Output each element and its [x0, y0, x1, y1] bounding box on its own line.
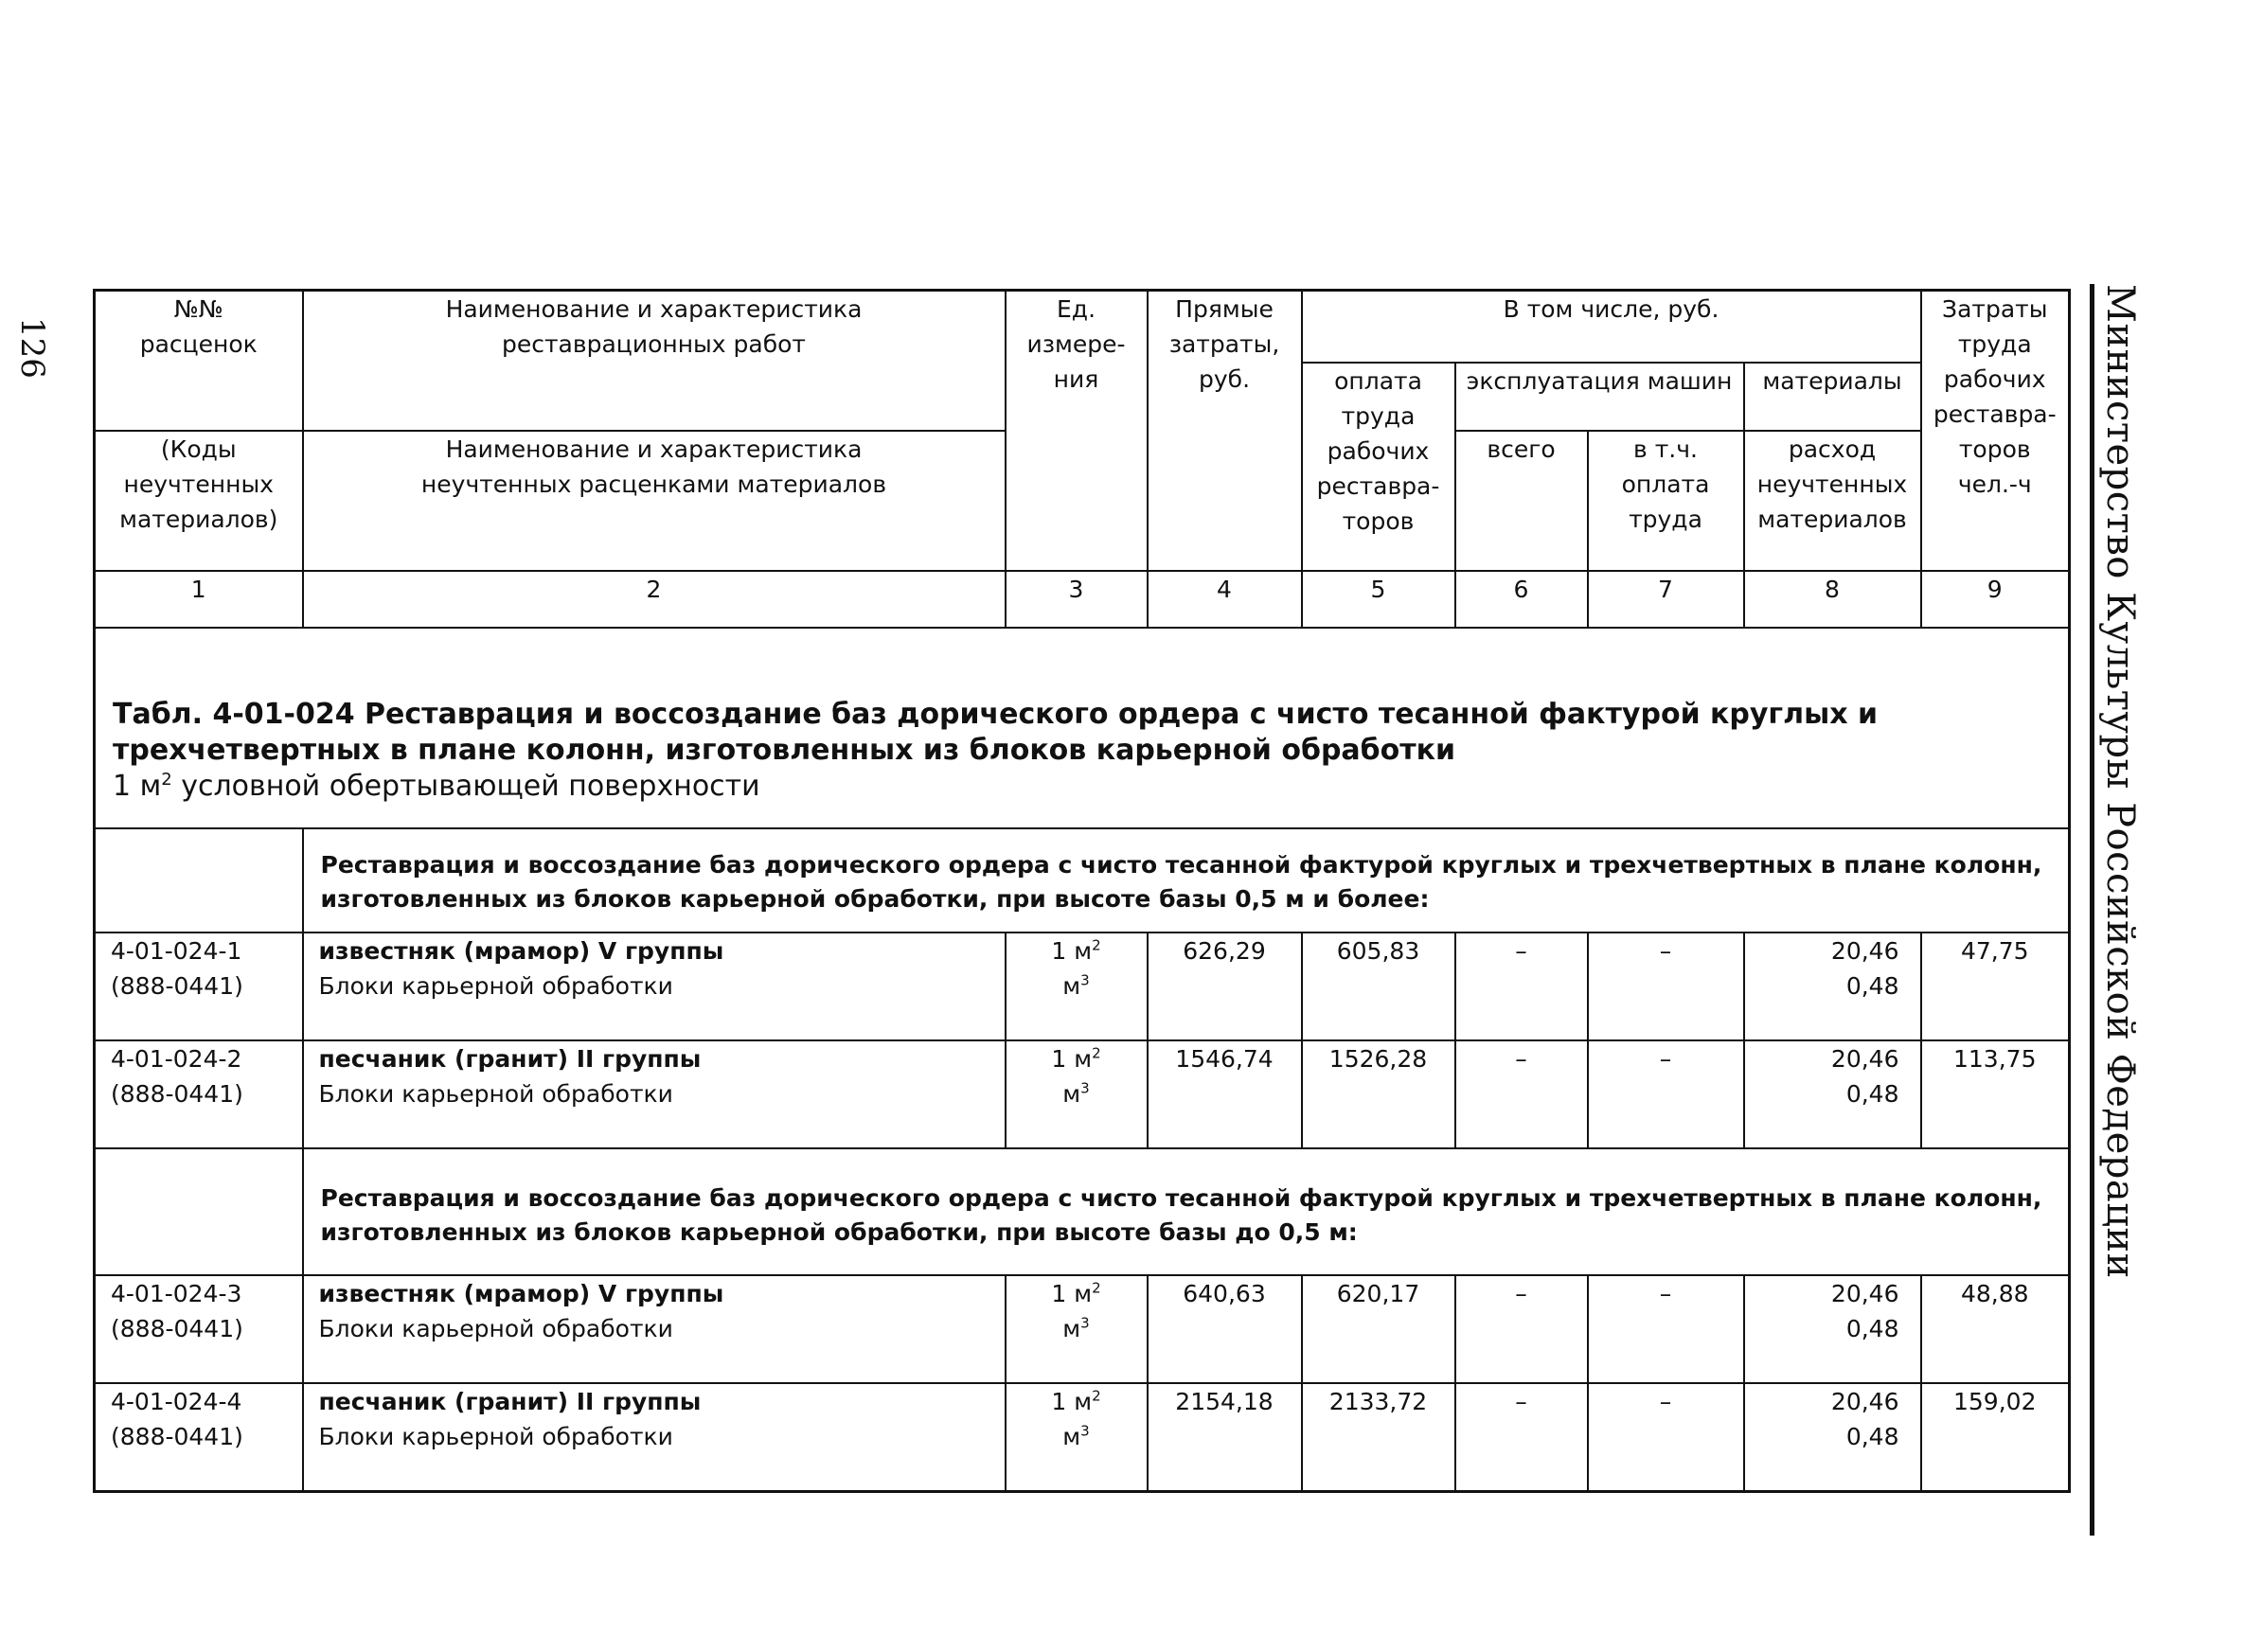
work-name: известняк (мрамор) V группы	[318, 1279, 724, 1307]
material-name: Блоки карьерной обработки	[318, 1079, 673, 1108]
materials-cell	[1744, 1040, 1921, 1148]
materials-cell	[1744, 1275, 1921, 1383]
header-col9: Затраты труда рабочих реставра-торов чел.-ч	[1921, 291, 2070, 571]
material-name: Блоки карьерной обработки	[318, 1314, 673, 1342]
machine-total: –	[1455, 1040, 1588, 1148]
labor-hours: 48,88	[1921, 1275, 2070, 1383]
rate-code-cell	[95, 1383, 303, 1492]
header-group: В том числе, руб.	[1302, 291, 1921, 363]
direct-cost: 626,29	[1148, 933, 1302, 1040]
material-name: Блоки карьерной обработки	[318, 971, 673, 1000]
labor-cost: 605,83	[1302, 933, 1455, 1040]
header-col8: расход неучтенных материалов	[1744, 431, 1921, 571]
machine-labor: –	[1588, 1040, 1744, 1148]
material-code: (888-0441)	[111, 1422, 243, 1450]
labor-hours: 47,75	[1921, 933, 2070, 1040]
header-col1-bottom: (Коды неучтенных материалов)	[95, 431, 303, 571]
header-col2-bottom: Наименование и характеристика неучтенных расценками материалов	[303, 431, 1006, 571]
header-col4: Прямые затраты, руб.	[1148, 291, 1302, 571]
labor-cost: 620,17	[1302, 1275, 1455, 1383]
section-heading-row	[95, 1148, 2070, 1275]
material-qty: 0,48	[1845, 1079, 1899, 1108]
material-name: Блоки карьерной обработки	[318, 1422, 673, 1450]
material-qty: 0,48	[1845, 1314, 1899, 1342]
column-number: 2	[303, 571, 1006, 628]
side-rule	[2090, 284, 2094, 1536]
direct-cost: 640,63	[1148, 1275, 1302, 1383]
material-qty: 0,48	[1845, 971, 1899, 1000]
table-row	[95, 1383, 2070, 1492]
material-code: (888-0441)	[111, 971, 243, 1000]
table-row	[95, 1040, 2070, 1148]
rate-code: 4-01-024-1	[111, 936, 242, 965]
column-number: 6	[1455, 571, 1588, 628]
materials-cell	[1744, 933, 1921, 1040]
header-machines: эксплуатация машин	[1455, 363, 1744, 431]
materials-cost: 20,46	[1830, 1279, 1899, 1307]
materials-cost: 20,46	[1830, 936, 1899, 965]
work-name-cell	[303, 933, 1006, 1040]
material-qty: 0,48	[1845, 1422, 1899, 1450]
header-col1-top: №№ расценок	[95, 291, 303, 431]
labor-hours: 113,75	[1921, 1040, 2070, 1148]
table-row	[95, 1275, 2070, 1383]
work-name-cell	[303, 1275, 1006, 1383]
rate-code: 4-01-024-4	[111, 1387, 242, 1415]
price-table	[93, 289, 2071, 1493]
table-row	[95, 933, 2070, 1040]
machine-total: –	[1455, 1383, 1588, 1492]
unit-cell: 1 $м^2$ $м^3$	[1006, 1275, 1148, 1383]
labor-cost: 2133,72	[1302, 1383, 1455, 1492]
column-number: 4	[1148, 571, 1302, 628]
column-number: 1	[95, 571, 303, 628]
header-col5: оплата труда рабочих реставра-торов	[1302, 363, 1455, 571]
caption-unit: 1 $м^2$ условной обертывающей поверхности	[113, 769, 760, 803]
machine-total: –	[1455, 933, 1588, 1040]
section-heading: Реставрация и воссоздание баз дорического ордера с чисто тесанной фактурой круглых и трехчетвертных в плане колонн, изготовленных из блоков карьерной обработки, при высоте базы 0,5 м и более:	[303, 828, 2070, 933]
unit-cell: 1 $м^2$ $м^3$	[1006, 1040, 1148, 1148]
direct-cost: 1546,74	[1148, 1040, 1302, 1148]
caption-row	[95, 628, 2070, 828]
labor-cost: 1526,28	[1302, 1040, 1455, 1148]
work-name: песчаник (гранит) II группы	[318, 1044, 702, 1073]
column-number: 7	[1588, 571, 1744, 628]
table-body	[95, 628, 2070, 1492]
unit-cell: 1 $м^2$ $м^3$	[1006, 1383, 1148, 1492]
table-header	[95, 291, 2070, 628]
header-materials: материалы	[1744, 363, 1921, 431]
page-number: 126	[13, 317, 51, 379]
column-numbers-row	[95, 571, 2070, 628]
machine-labor: –	[1588, 1383, 1744, 1492]
header-col3: Ед. измере-ния	[1006, 291, 1148, 571]
materials-cell	[1744, 1383, 1921, 1492]
header-col2-top: Наименование и характеристика реставрационных работ	[303, 291, 1006, 431]
labor-hours: 159,02	[1921, 1383, 2070, 1492]
machine-total: –	[1455, 1275, 1588, 1383]
section-heading: Реставрация и воссоздание баз дорического ордера с чисто тесанной фактурой круглых и трехчетвертных в плане колонн, изготовленных из блоков карьерной обработки, при высоте базы до 0,5 м:	[303, 1148, 2070, 1275]
materials-cost: 20,46	[1830, 1044, 1899, 1073]
rate-code: 4-01-024-2	[111, 1044, 242, 1073]
work-name-cell	[303, 1383, 1006, 1492]
caption-title: Табл. 4-01-024 Реставрация и воссоздание баз дорического ордера с чисто тесанной фактурой круглых и трехчетвертных в плане колонн, изготовленных из блоков карьерной обработки	[113, 697, 1879, 767]
work-name: песчаник (гранит) II группы	[318, 1387, 702, 1415]
machine-labor: –	[1588, 933, 1744, 1040]
side-title: Министерство Культуры Российской Федерации	[2098, 284, 2142, 1279]
rate-code: 4-01-024-3	[111, 1279, 242, 1307]
machine-labor: –	[1588, 1275, 1744, 1383]
header-col6: всего	[1455, 431, 1588, 571]
materials-cost: 20,46	[1830, 1387, 1899, 1415]
section-heading-row	[95, 828, 2070, 933]
table-caption	[95, 628, 2070, 828]
column-number: 9	[1921, 571, 2070, 628]
header-col7: в т.ч. оплата труда	[1588, 431, 1744, 571]
direct-cost: 2154,18	[1148, 1383, 1302, 1492]
material-code: (888-0441)	[111, 1314, 243, 1342]
rate-code-cell	[95, 933, 303, 1040]
unit-cell: 1 $м^2$ $м^3$	[1006, 933, 1148, 1040]
material-code: (888-0441)	[111, 1079, 243, 1108]
work-name: известняк (мрамор) V группы	[318, 936, 724, 965]
rate-code-cell	[95, 1275, 303, 1383]
column-number: 8	[1744, 571, 1921, 628]
work-name-cell	[303, 1040, 1006, 1148]
column-number: 5	[1302, 571, 1455, 628]
rate-code-cell	[95, 1040, 303, 1148]
column-number: 3	[1006, 571, 1148, 628]
